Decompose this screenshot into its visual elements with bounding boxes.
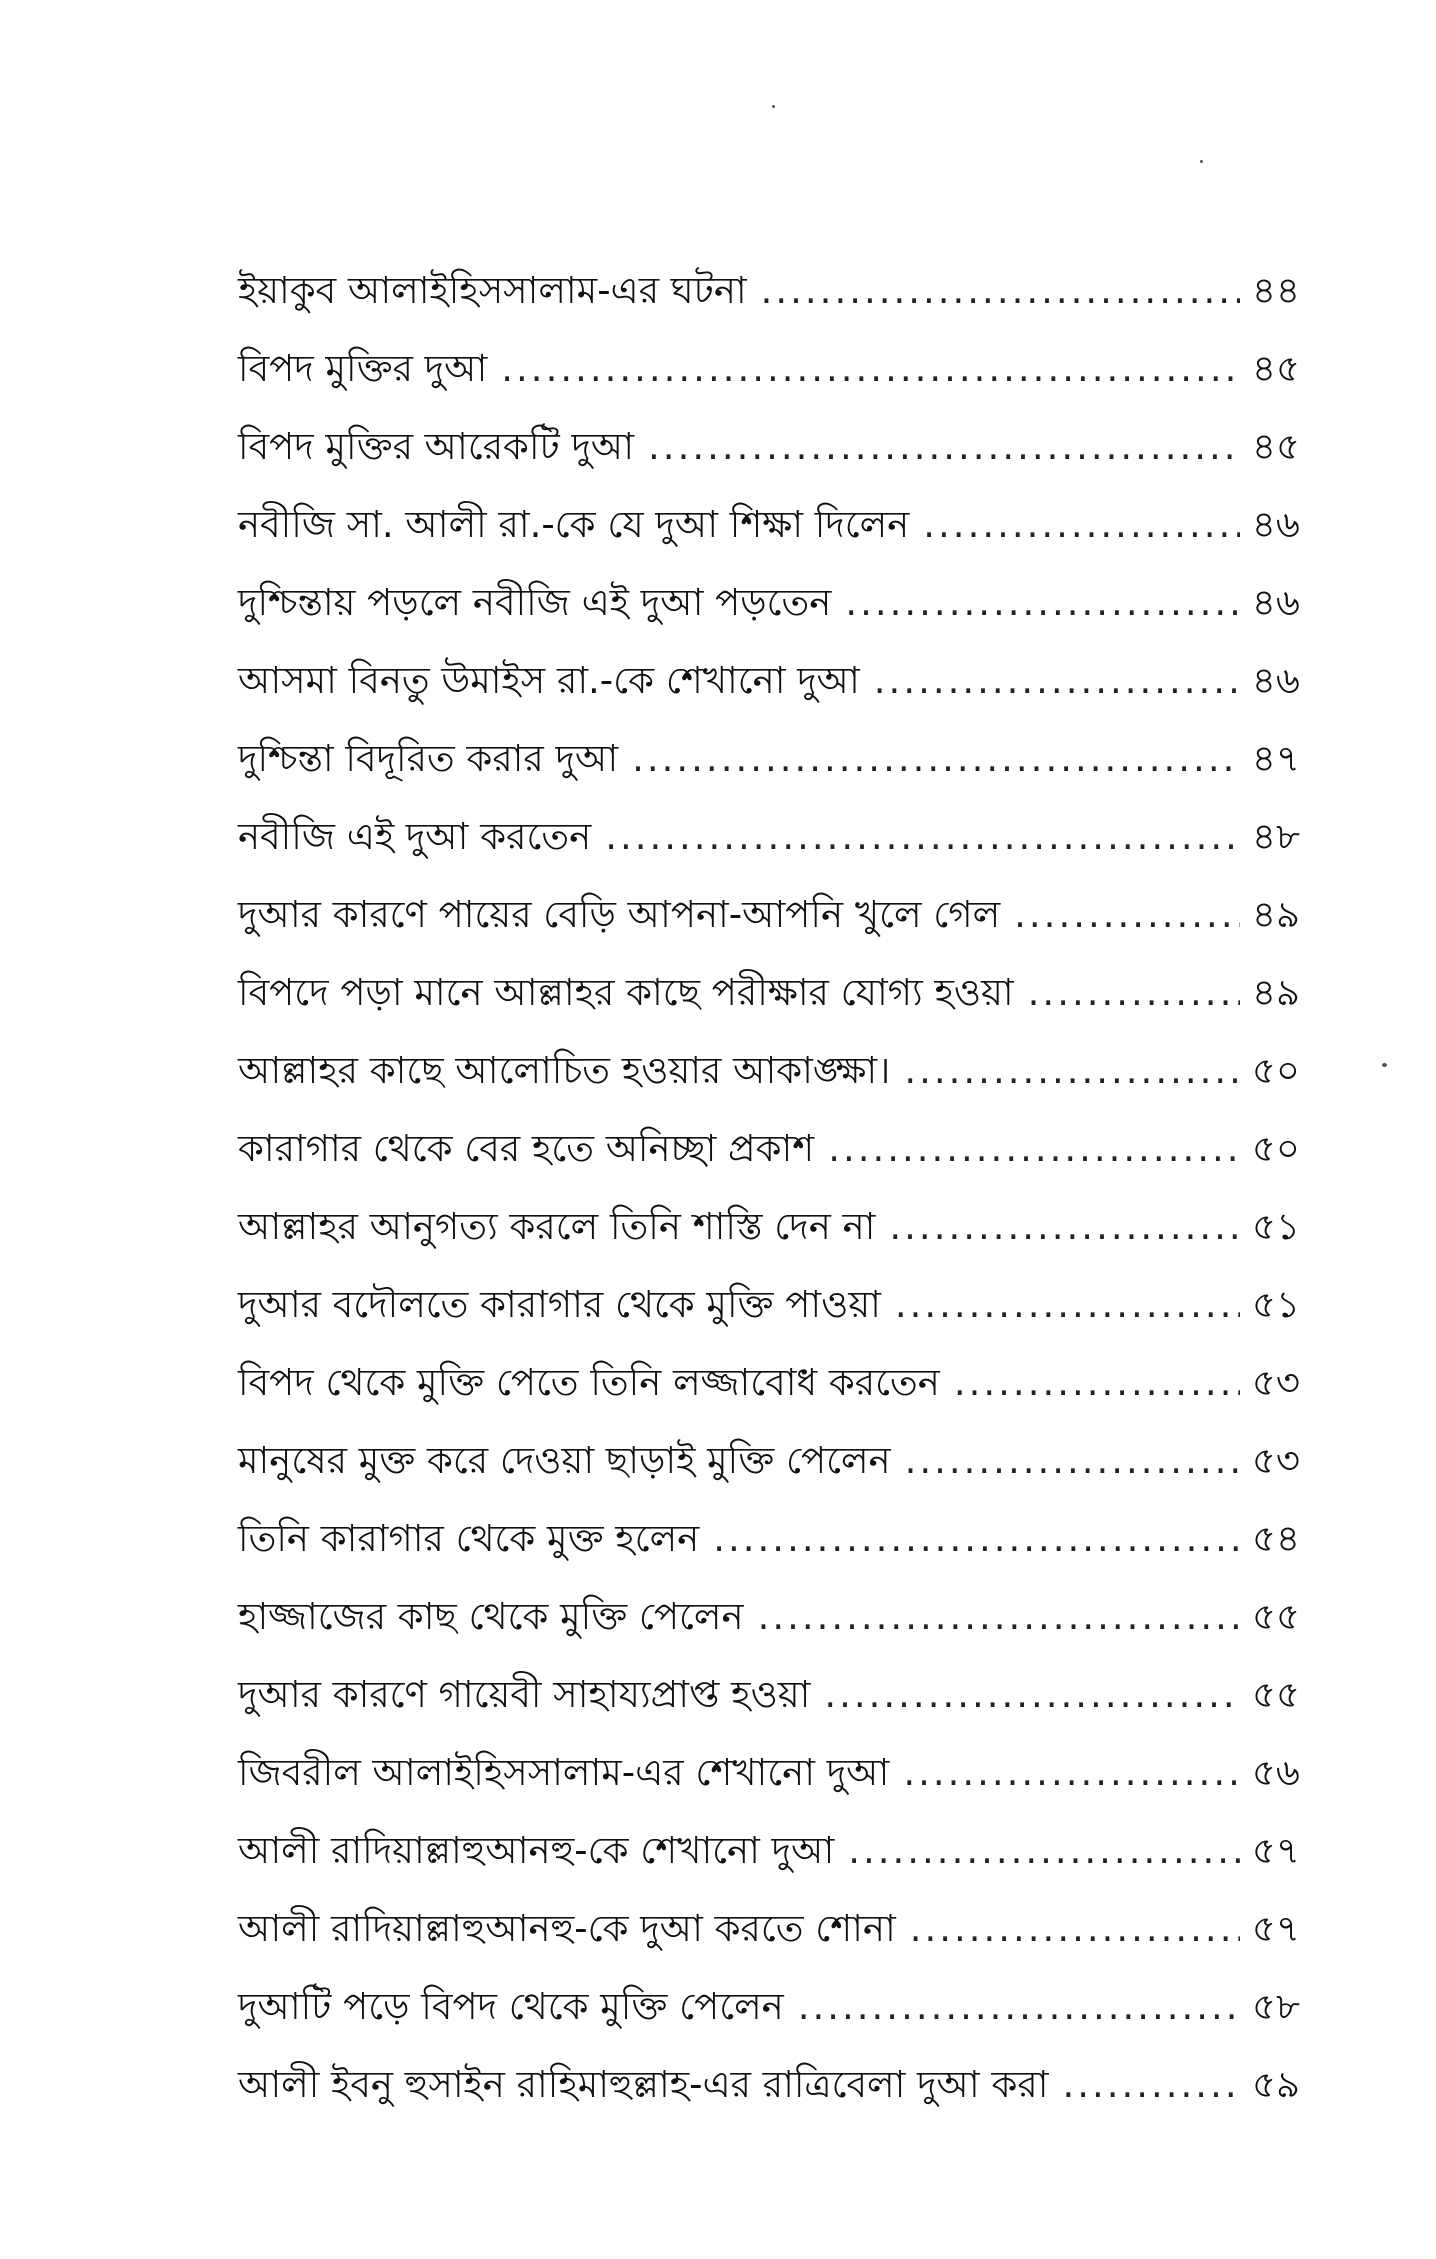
toc-entry-title: বিপদ থেকে মুক্তি পেতে তিনি লজ্জাবোধ করতেন (238, 1361, 940, 1404)
dot-leader (632, 720, 1240, 798)
dot-leader (848, 1812, 1240, 1890)
toc-entry-page-number: ৫৫ (1251, 1673, 1300, 1716)
dot-leader (905, 1422, 1240, 1500)
dot-leader (874, 642, 1240, 720)
toc-entry-title: বিপদ মুক্তির দুআ (238, 347, 488, 390)
toc-entry-title: জিবরীল আলাইহিসসালাম-এর শেখানো দুআ (238, 1751, 890, 1794)
toc-entry (238, 564, 1300, 642)
toc-entry-title: ইয়াকুব আলাইহিসসালাম-এর ঘটনা (238, 269, 747, 312)
dot-leader (758, 1578, 1240, 1656)
toc-entry (238, 1500, 1300, 1578)
dot-leader (824, 1656, 1240, 1734)
dot-leader (889, 1188, 1240, 1266)
dot-leader (828, 1110, 1240, 1188)
toc-entry (238, 486, 1300, 564)
toc-entry-page-number: ৫৪ (1251, 1517, 1300, 1560)
toc-entry (238, 1890, 1300, 1968)
dot-leader (910, 1890, 1240, 1968)
dot-leader (1014, 876, 1240, 954)
dot-leader (713, 1500, 1240, 1578)
toc-entry (238, 954, 1300, 1032)
dot-leader (904, 1032, 1240, 1110)
toc-entry-page-number: ৪৫ (1251, 347, 1300, 390)
toc-entry-page-number: ৪৬ (1251, 581, 1300, 624)
toc-entry-title: মানুষের মুক্ত করে দেওয়া ছাড়াই মুক্তি পেলেন (238, 1439, 891, 1482)
dot-leader (761, 252, 1240, 330)
toc-entry-title: আল্লাহর আনুগত্য করলে তিনি শাস্তি দেন না (238, 1205, 876, 1248)
toc-entry-title: দুআর কারণে পায়ের বেড়ি আপনা-আপনি খুলে গেল (238, 893, 1001, 936)
toc-entry-page-number: ৫৩ (1251, 1439, 1300, 1482)
toc-entry (238, 1422, 1300, 1500)
toc-entry-title: তিনি কারাগার থেকে মুক্ত হলেন (238, 1517, 700, 1560)
toc-entry-page-number: ৪৬ (1251, 659, 1300, 702)
toc-entry-title: দুশ্চিন্তায় পড়লে নবীজি এই দুআ পড়তেন (238, 581, 832, 624)
toc-entry (238, 1110, 1300, 1188)
dot-leader (605, 798, 1240, 876)
toc-entry-title: দুআর কারণে গায়েবী সাহায্যপ্রাপ্ত হওয়া (238, 1673, 811, 1716)
scan-speck (1382, 1063, 1387, 1067)
toc-entry-title: বিপদ মুক্তির আরেকটি দুআ (238, 425, 635, 468)
dot-leader (923, 486, 1240, 564)
dot-leader (895, 1266, 1240, 1344)
dot-leader (954, 1344, 1240, 1422)
toc-entry-title: দুআটি পড়ে বিপদ থেকে মুক্তি পেলেন (238, 1985, 784, 2028)
toc-entry-title: নবীজি সা. আলী রা.-কে যে দুআ শিক্ষা দিলেন (238, 503, 910, 546)
toc-entry-title: বিপদে পড়া মানে আল্লাহর কাছে পরীক্ষার যোগ্য হওয়া (238, 971, 1014, 1014)
dot-leader (903, 1734, 1240, 1812)
toc-entry-page-number: ৪৮ (1251, 815, 1300, 858)
toc-entry (238, 1656, 1300, 1734)
toc-entry-page-number: ৪৬ (1251, 503, 1300, 546)
toc-entry-page-number: ৪৪ (1251, 269, 1300, 312)
toc-entry (238, 2046, 1300, 2124)
toc-entry-page-number: ৪৯ (1251, 971, 1300, 1014)
toc-entry (238, 720, 1300, 798)
toc-entry (238, 1968, 1300, 2046)
dot-leader (1062, 2046, 1240, 2124)
toc-entry (238, 1032, 1300, 1110)
toc-entry (238, 1734, 1300, 1812)
dot-leader (501, 330, 1240, 408)
toc-entry-page-number: ৫১ (1251, 1283, 1300, 1326)
toc-entry-title: নবীজি এই দুআ করতেন (238, 815, 592, 858)
toc-entry-title: দুশ্চিন্তা বিদূরিত করার দুআ (238, 737, 619, 780)
toc-entry-page-number: ৪৯ (1251, 893, 1300, 936)
toc-entry-page-number: ৫৫ (1251, 1595, 1300, 1638)
toc-entry (238, 798, 1300, 876)
toc-entry (238, 1344, 1300, 1422)
toc-entry (238, 876, 1300, 954)
toc-entry (238, 642, 1300, 720)
dot-leader (648, 408, 1240, 486)
dot-leader (1028, 954, 1240, 1032)
table-of-contents (238, 252, 1300, 2124)
toc-entry-title: কারাগার থেকে বের হতে অনিচ্ছা প্রকাশ (238, 1127, 815, 1170)
toc-entry-page-number: ৫৯ (1251, 2063, 1300, 2106)
toc-entry (238, 1188, 1300, 1266)
toc-entry-page-number: ৫০ (1251, 1049, 1300, 1092)
toc-entry (238, 408, 1300, 486)
toc-entry-page-number: ৫০ (1251, 1127, 1300, 1170)
toc-entry-title: আলী রাদিয়াল্লাহুআনহু-কে শেখানো দুআ (238, 1829, 835, 1872)
toc-entry-title: আলী ইবনু হুসাইন রাহিমাহুল্লাহ-এর রাত্রিবেলা দুআ করা (238, 2063, 1049, 2106)
toc-entry-title: আল্লাহর কাছে আলোচিত হওয়ার আকাঙ্ক্ষা। (238, 1049, 891, 1092)
toc-entry-page-number: ৫৭ (1251, 1907, 1300, 1950)
toc-entry (238, 1578, 1300, 1656)
scan-speck (1200, 160, 1203, 163)
dot-leader (798, 1968, 1240, 2046)
toc-entry-page-number: ৪৭ (1251, 737, 1300, 780)
toc-entry (238, 1812, 1300, 1890)
toc-entry (238, 252, 1300, 330)
toc-entry-page-number: ৪৫ (1251, 425, 1300, 468)
toc-entry (238, 330, 1300, 408)
scan-speck (772, 105, 775, 108)
toc-entry-title: দুআর বদৌলতে কারাগার থেকে মুক্তি পাওয়া (238, 1283, 881, 1326)
dot-leader (845, 564, 1240, 642)
toc-entry-page-number: ৫৭ (1251, 1829, 1300, 1872)
toc-entry-title: হাজ্জাজের কাছ থেকে মুক্তি পেলেন (238, 1595, 744, 1638)
toc-entry-page-number: ৫৬ (1251, 1751, 1300, 1794)
toc-entry-title: আলী রাদিয়াল্লাহুআনহু-কে দুআ করতে শোনা (238, 1907, 896, 1950)
toc-entry-page-number: ৫১ (1251, 1205, 1300, 1248)
toc-entry (238, 1266, 1300, 1344)
toc-entry-title: আসমা বিনতু উমাইস রা.-কে শেখানো দুআ (238, 659, 860, 702)
toc-entry-page-number: ৫৮ (1251, 1985, 1300, 2028)
toc-entry-page-number: ৫৩ (1251, 1361, 1300, 1404)
